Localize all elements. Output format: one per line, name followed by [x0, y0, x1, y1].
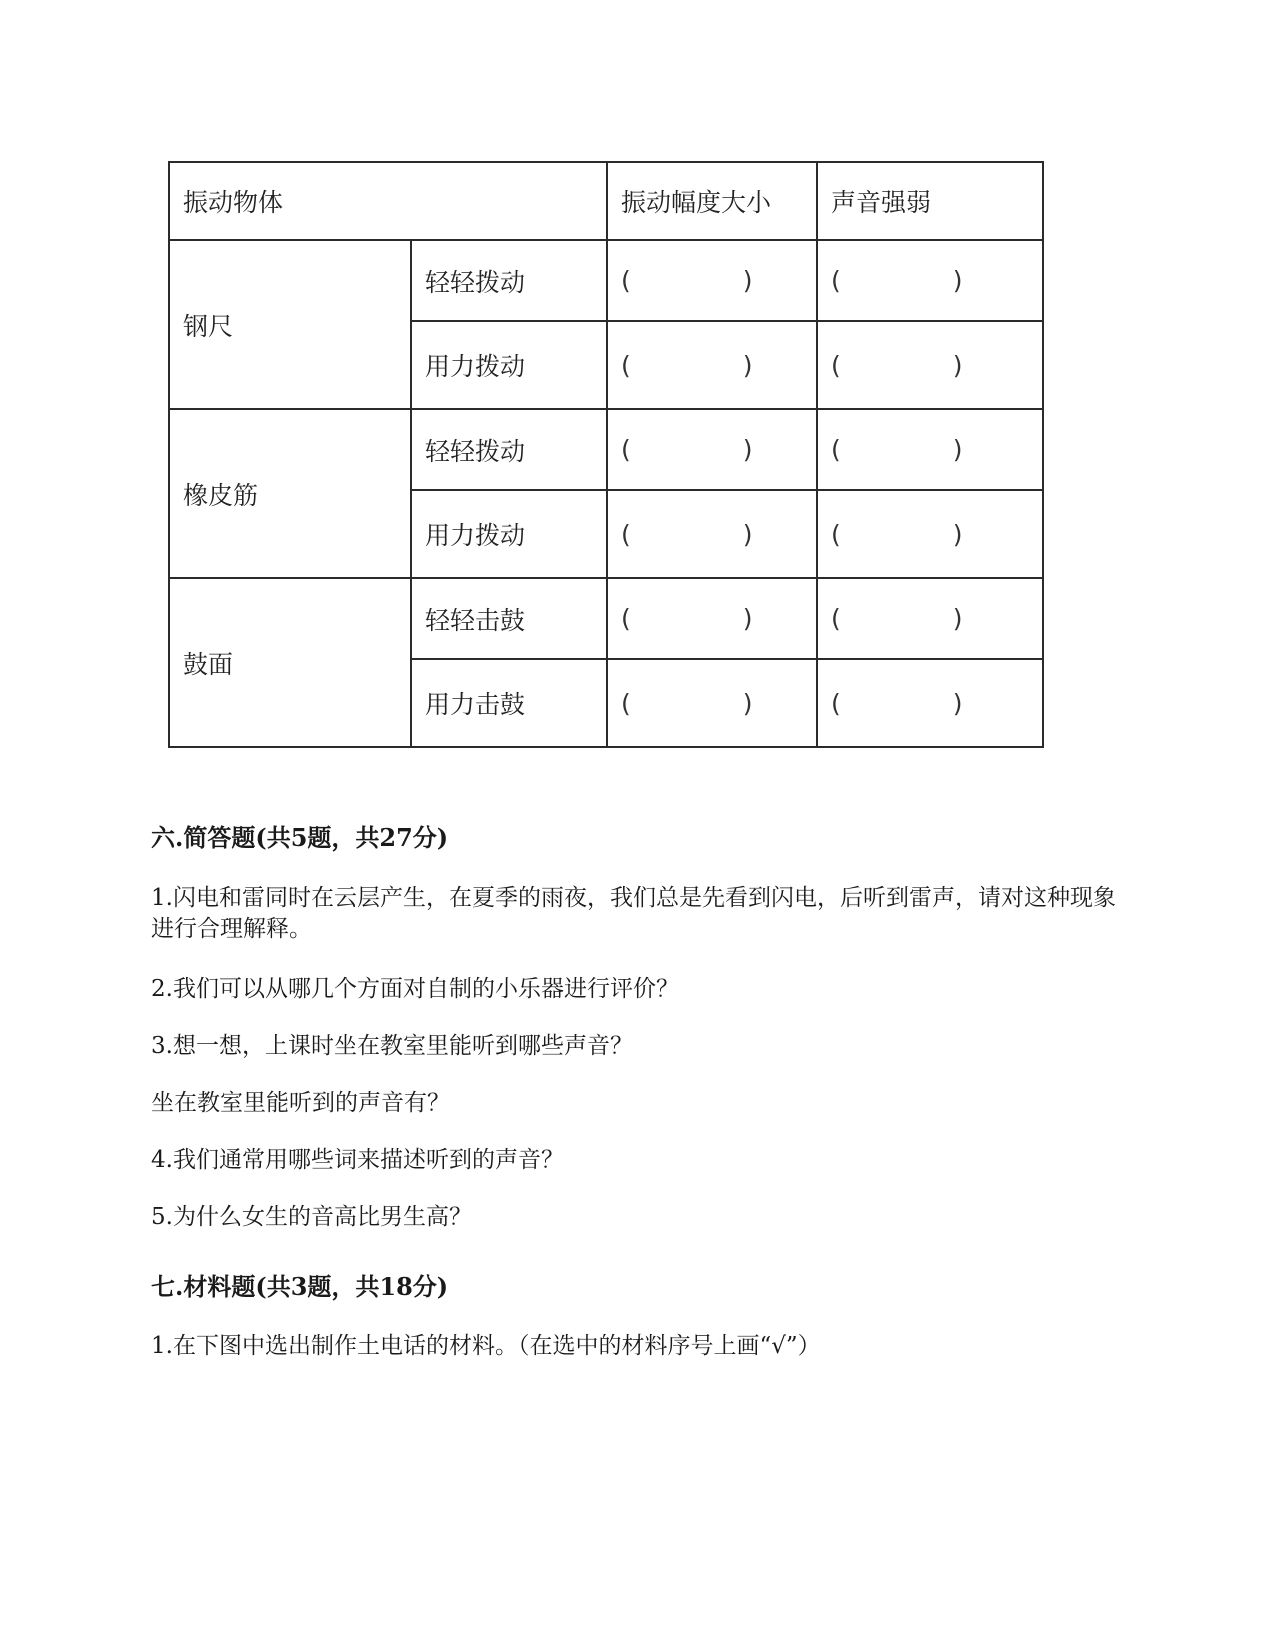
close-paren: ): [952, 604, 963, 633]
close-paren: ): [742, 688, 753, 718]
question-6-3-followup: 坐在教室里能听到的声音有？: [151, 1090, 450, 1116]
close-paren: ): [952, 688, 963, 718]
experiment-table: [168, 161, 1044, 748]
answer-blank-cell[interactable]: [817, 578, 1043, 659]
action-cell: 轻轻击鼓: [411, 578, 607, 659]
question-6-5: 5.为什么女生的音高比男生高？: [151, 1204, 472, 1230]
action-cell: 轻轻拨动: [411, 409, 607, 490]
section-7-title: 七.材料题(共3题，共18分): [151, 1272, 449, 1301]
open-paren: (: [831, 435, 841, 464]
close-paren: ): [742, 435, 753, 464]
header-loudness: 声音强弱: [817, 162, 1043, 240]
header-amplitude: 振动幅度大小: [607, 162, 817, 240]
header-vibrating-object: 振动物体: [169, 162, 607, 240]
question-6-4: 4.我们通常用哪些词来描述听到的声音？: [151, 1147, 564, 1173]
question-6-3: 3.想一想，上课时坐在教室里能听到哪些声音？: [151, 1033, 633, 1059]
close-paren: ): [742, 350, 753, 380]
section-6-title: 六.简答题(共5题，共27分): [151, 823, 449, 852]
close-paren: ): [742, 519, 753, 549]
object-cell: 橡皮筋: [169, 409, 411, 578]
answer-blank-cell[interactable]: [607, 490, 817, 578]
action-cell: 用力拨动: [411, 490, 607, 578]
open-paren: (: [621, 519, 631, 549]
object-cell: 鼓面: [169, 578, 411, 747]
answer-blank-cell[interactable]: [607, 409, 817, 490]
open-paren: (: [621, 688, 631, 718]
answer-blank-cell[interactable]: [817, 490, 1043, 578]
open-paren: (: [831, 688, 841, 718]
close-paren: ): [742, 266, 753, 295]
action-cell: 用力击鼓: [411, 659, 607, 747]
question-6-2: 2.我们可以从哪几个方面对自制的小乐器进行评价？: [151, 976, 679, 1002]
object-cell: 钢尺: [169, 240, 411, 409]
open-paren: (: [621, 435, 631, 464]
open-paren: (: [621, 604, 631, 633]
answer-blank-cell[interactable]: [817, 240, 1043, 321]
answer-blank-cell[interactable]: [817, 659, 1043, 747]
open-paren: (: [831, 350, 841, 380]
answer-blank-cell[interactable]: [607, 240, 817, 321]
answer-blank-cell[interactable]: [607, 321, 817, 409]
table-row: [169, 409, 1043, 490]
open-paren: (: [621, 350, 631, 380]
table-row: [169, 578, 1043, 659]
action-cell: 轻轻拨动: [411, 240, 607, 321]
open-paren: (: [831, 604, 841, 633]
question-7-1: 1.在下图中选出制作土电话的材料。（在选中的材料序号上画“√”）: [151, 1333, 821, 1359]
close-paren: ): [952, 519, 963, 549]
answer-blank-cell[interactable]: [607, 659, 817, 747]
answer-blank-cell[interactable]: [817, 321, 1043, 409]
close-paren: ): [952, 435, 963, 464]
close-paren: ): [952, 350, 963, 380]
action-cell: 用力拨动: [411, 321, 607, 409]
close-paren: ): [952, 266, 963, 295]
open-paren: (: [831, 519, 841, 549]
table-header-row: [169, 162, 1043, 240]
close-paren: ): [742, 604, 753, 633]
table-row: [169, 240, 1043, 321]
answer-blank-cell[interactable]: [607, 578, 817, 659]
open-paren: (: [621, 266, 631, 295]
answer-blank-cell[interactable]: [817, 409, 1043, 490]
question-6-1: 1.闪电和雷同时在云层产生，在夏季的雨夜，我们总是先看到闪电，后听到雷声，请对这种现象进行合理解释。: [151, 885, 1116, 942]
open-paren: (: [831, 266, 841, 295]
